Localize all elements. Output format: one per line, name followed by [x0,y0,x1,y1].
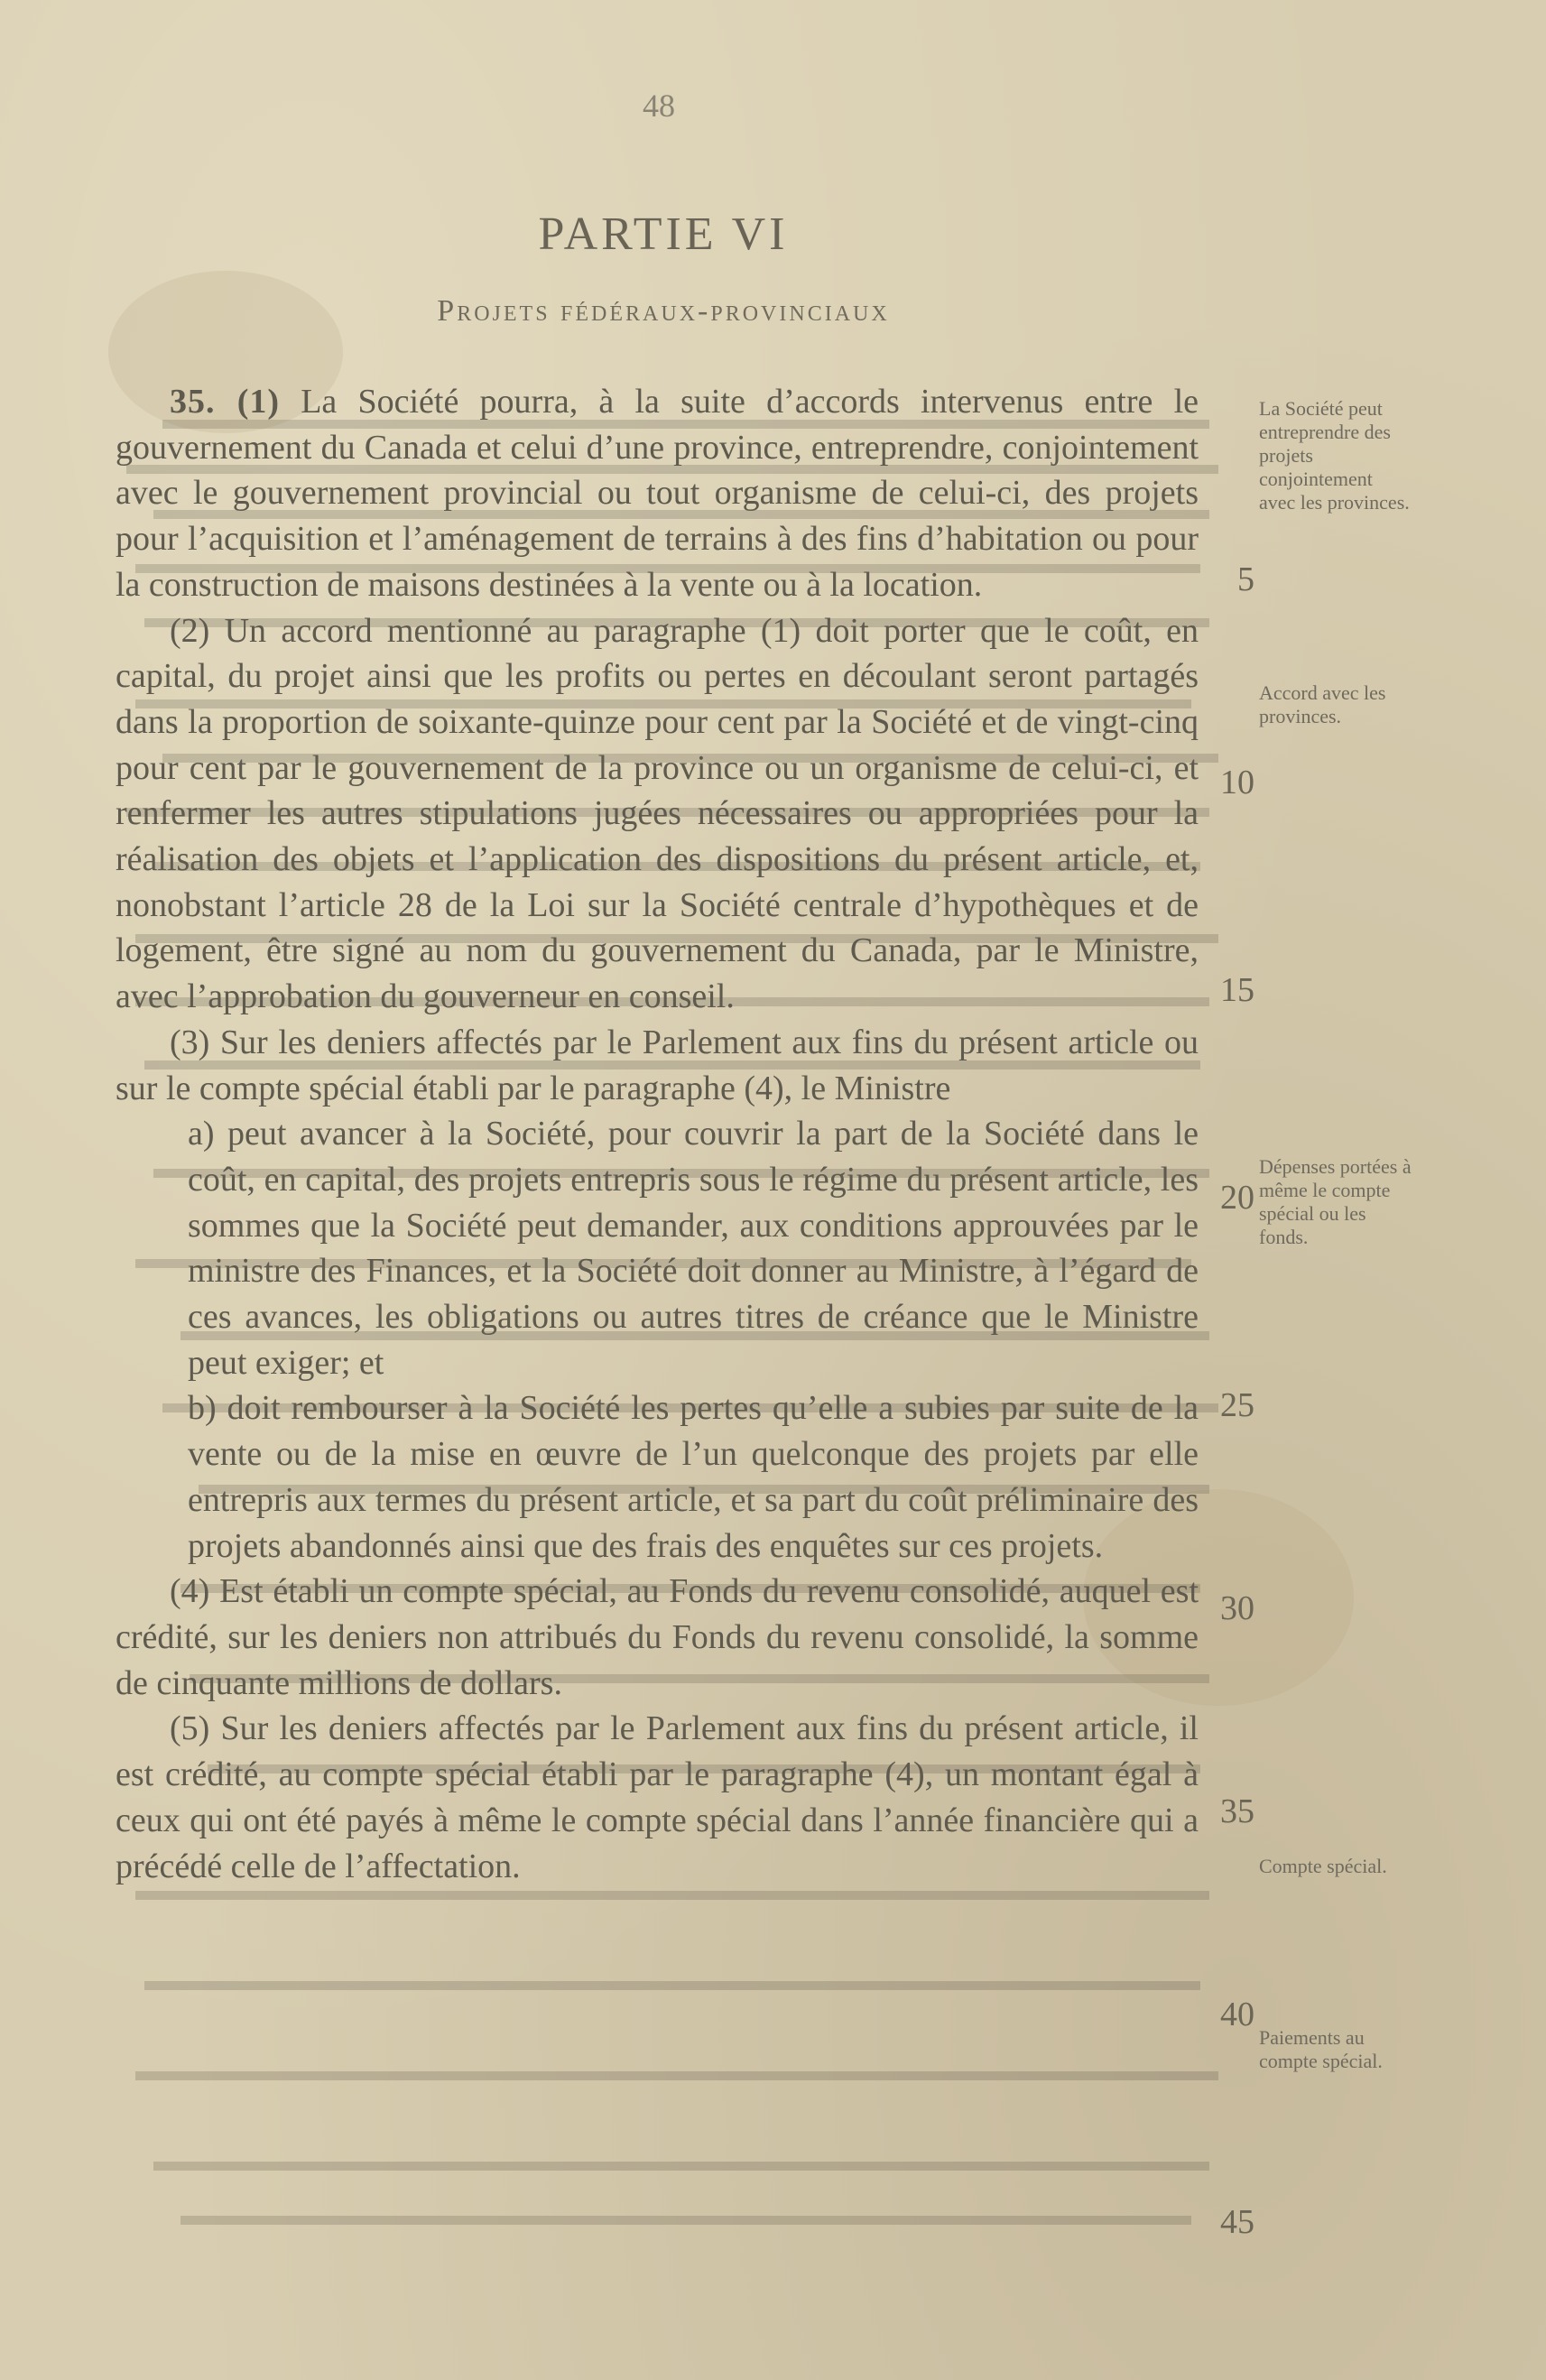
body-text [116,379,1199,1889]
margin-note: Accord avec les provinces. [1259,681,1386,727]
part-title: PARTIE VI [538,208,789,260]
paragraph-text: a) peut avancer à la Société, pour couvrir la part de la Société dans le coût, en capital, des projets entrepris sous le régime du présent article, les sommes que la Société peut demander, aux conditions approuvées par le ministre des Finances, et la Société doit donner au Ministre, à l’égard de ces avances, les obligations ou autres titres de créance que le Ministre peut exiger; et [188,1115,1199,1382]
line-number: 10 [1220,764,1254,801]
line-number: 45 [1220,2203,1254,2241]
line-number: 20 [1220,1179,1254,1217]
paragraph [116,379,1199,608]
line-number: 35 [1220,1792,1254,1830]
paragraph-text: (5) Sur les deniers affectés par le Parlement aux fins du présent article, il est crédité, au compte spécial établi par le paragraphe (4), un montant égal à ceux qui ont été payés à même le compte spécial dans l’année financière qui a précédé celle de l’affectation. [116,1709,1199,1885]
page-number: 48 [643,88,675,124]
margin-note: Dépenses portées à même le compte spécial ou les fonds. [1259,1155,1412,1248]
paragraph [188,1385,1199,1569]
paragraph [116,608,1199,1020]
paragraph-text: (4) Est établi un compte spécial, au Fonds du revenu consolidé, auquel est crédité, sur les deniers non attribués du Fonds du revenu consolidé, la somme de cinquante millions de dollars. [116,1572,1199,1702]
margin-note: Paiements au compte spécial. [1259,2026,1383,2072]
line-number: 30 [1220,1589,1254,1627]
paragraph [116,1020,1199,1111]
section-lead: 35. (1) [170,383,281,421]
paragraph-text: (2) Un accord mentionné au paragraphe (1) doit porter que le coût, en capital, du projet ainsi que les profits ou pertes en découlant seront partagés dans la proportion de soixante-quinze pour cent par la Société et de vingt-cinq pour cent par le gouvernement de la province ou un organisme de celui-ci, et renfermer les autres stipulations jugées nécessaires ou appropriées pour la réalisation des objets et l’application des dispositions du présent article, et, nonobstant l’article 28 de la Loi sur la Société centrale d’hypothèques et de logement, être signé au nom du gouvernement du Canada, par le Ministre, avec l’approbation du gouverneur en conseil. [116,611,1199,1016]
paragraph-text: b) doit rembourser à la Société les pertes qu’elle a subies par suite de la vente ou de la mise en œuvre de l’un quelconque des projets par elle entrepris aux termes du présent article, et sa part du coût préliminaire des projets abandonnés ainsi que des frais des enquêtes sur ces projets. [188,1389,1199,1565]
paragraph-text: La Société pourra, à la suite d’accords intervenus entre le gouvernement du Canada et celui d’une province, entreprendre, conjointement avec le gouvernement provincial ou tout organisme de celui-ci, des projets pour l’acquisition et l’aménagement de terrains à des fins d’habitation ou pour la construction de maisons destinées à la vente ou à la location. [116,383,1199,604]
line-number: 5 [1237,560,1254,598]
margin-note: La Société peut entreprendre des projets conjointement avec les provinces. [1259,397,1410,514]
paragraph-text: (3) Sur les deniers affectés par le Parlement aux fins du présent article ou sur le compte spécial établi par le paragraphe (4), le Ministre [116,1023,1199,1107]
line-number: 40 [1220,1996,1254,2033]
margin-note: Compte spécial. [1259,1855,1387,1877]
line-number: 25 [1220,1386,1254,1424]
section-subtitle: Projets fédéraux-provinciaux [437,294,890,328]
line-number: 15 [1220,971,1254,1009]
paragraph [116,1569,1199,1706]
paragraph [188,1111,1199,1385]
paragraph [116,1706,1199,1889]
